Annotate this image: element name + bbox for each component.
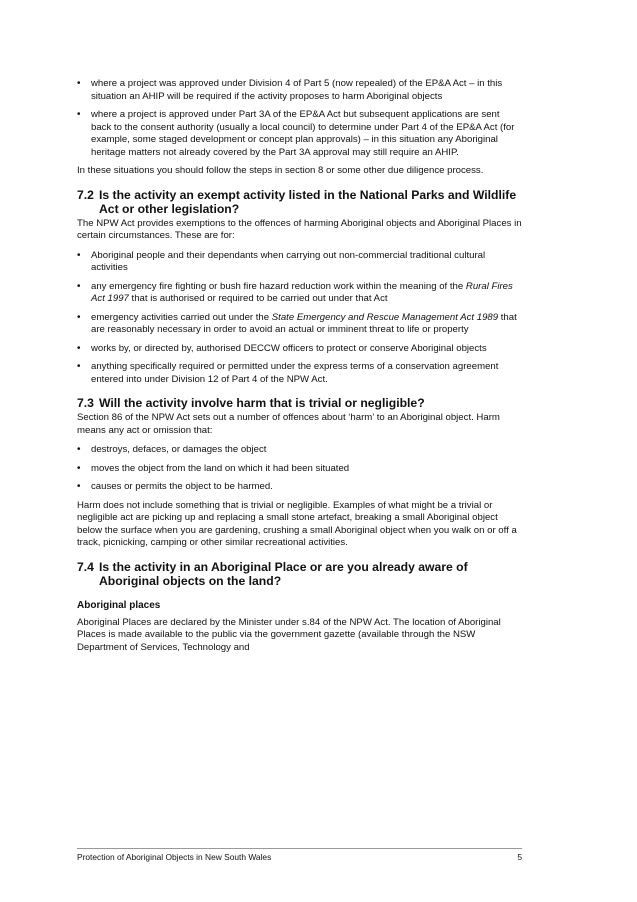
section-7-4-heading <box>77 560 522 588</box>
list-item-text: Aboriginal people and their dependants when carrying out non-commercial traditional cultural activities <box>91 249 486 273</box>
list-item-text: moves the object from the land on which it had been situated <box>91 462 350 474</box>
section-number: 7.3 <box>77 396 94 410</box>
section-7-4-paragraph: Aboriginal Places are declared by the Minister under s.84 of the NPW Act. The location of Aboriginal Places is made available to the public via the government gazette (available through the NSW Department of Services, Technology and <box>77 616 501 653</box>
list-item-text: that is authorised or required to be carried out under that Act <box>128 293 388 304</box>
intro-paragraph: In these situations you should follow the steps in section 8 or some other due diligence process. <box>77 165 484 176</box>
list-item <box>77 463 522 476</box>
list-item <box>77 343 522 356</box>
list-item-text: where a project was approved under Division 4 of Part 5 (now repealed) of the EP&A Act – in this situation an AHIP will be required if the activity proposes to harm Aboriginal objects <box>91 78 503 102</box>
section-title: Is the activity in an Aboriginal Place or are you already aware of Aboriginal objects on the land? <box>99 559 468 588</box>
list-item-text: causes or permits the object to be harmed. <box>91 481 273 492</box>
list-item-text: Rural Fires Act 1997 <box>91 280 513 304</box>
list-item-text: destroys, defaces, or damages the object <box>91 444 267 455</box>
list-item <box>77 312 522 337</box>
list-item <box>77 250 522 275</box>
page-body <box>77 78 522 661</box>
section-number: 7.2 <box>77 187 94 202</box>
section-7-2-bullet-list <box>77 250 522 387</box>
section-7-2-paragraph: The NPW Act provides exemptions to the offences of harming Aboriginal objects and Aboriginal Places in certain circumstances. These are for: <box>77 217 522 241</box>
section-7-2-heading <box>77 188 522 216</box>
section-7-3-paragraph: Section 86 of the NPW Act sets out a number of offences about ‘harm’ to an Aboriginal object. Harm means any act or omission that: <box>77 412 500 436</box>
section-7-3-bullet-list <box>77 444 522 494</box>
list-item <box>77 444 522 457</box>
footer-title: Protection of Aboriginal Objects in New South Wales <box>77 852 272 862</box>
intro-bullet-list <box>77 78 522 159</box>
section-7-3-heading <box>77 396 522 410</box>
list-item-text: anything specifically required or permitted under the express terms of a conservation agreement entered into under Division 12 of Part 4 of the NPW Act. <box>91 361 499 385</box>
list-item-text: State Emergency and Rescue Management Act 1989 <box>271 311 499 323</box>
aboriginal-places-subheading: Aboriginal places <box>77 599 161 611</box>
list-item <box>77 281 522 306</box>
list-item <box>77 361 522 386</box>
list-item-text: works by, or directed by, authorised DECCW officers to protect or conserve Aboriginal objects <box>91 342 487 354</box>
list-item-text: that are reasonably necessary in order to avoid an actual or imminent threat to life or property <box>91 311 517 335</box>
list-item-text: any emergency fire fighting or bush fire hazard reduction work within the meaning of the <box>91 280 466 292</box>
section-title: Will the activity involve harm that is trivial or negligible? <box>99 396 425 410</box>
page-footer <box>77 848 522 862</box>
section-title: Is the activity an exempt activity listed in the National Parks and Wildlife Act or other legislation? <box>99 187 517 216</box>
list-item <box>77 481 522 494</box>
list-item <box>77 109 522 159</box>
page-number: 5 <box>517 852 522 862</box>
section-7-3-paragraph-2: Harm does not include something that is trivial or negligible. Examples of what might be a trivial or negligible act are picking up and replacing a small stone artefact, breaking a small Aboriginal object below the surface when you are gardening, crushing a small Aboriginal object when you walk on or off a track, picnicking, camping or other similar recreational activities. <box>77 499 517 548</box>
list-item-text: emergency activities carried out under the <box>91 311 272 323</box>
list-item-text: where a project is approved under Part 3A of the EP&A Act but subsequent applications are sent back to the consent authority (usually a local council) to determine under Part 4 of the EP&A Act (for example, some staged development or concept plan approvals) – in this situation any Aboriginal heritage matters not already covered by the Part 3A approval may still require an AHIP. <box>91 109 515 158</box>
list-item <box>77 78 522 103</box>
section-number: 7.4 <box>77 559 94 574</box>
